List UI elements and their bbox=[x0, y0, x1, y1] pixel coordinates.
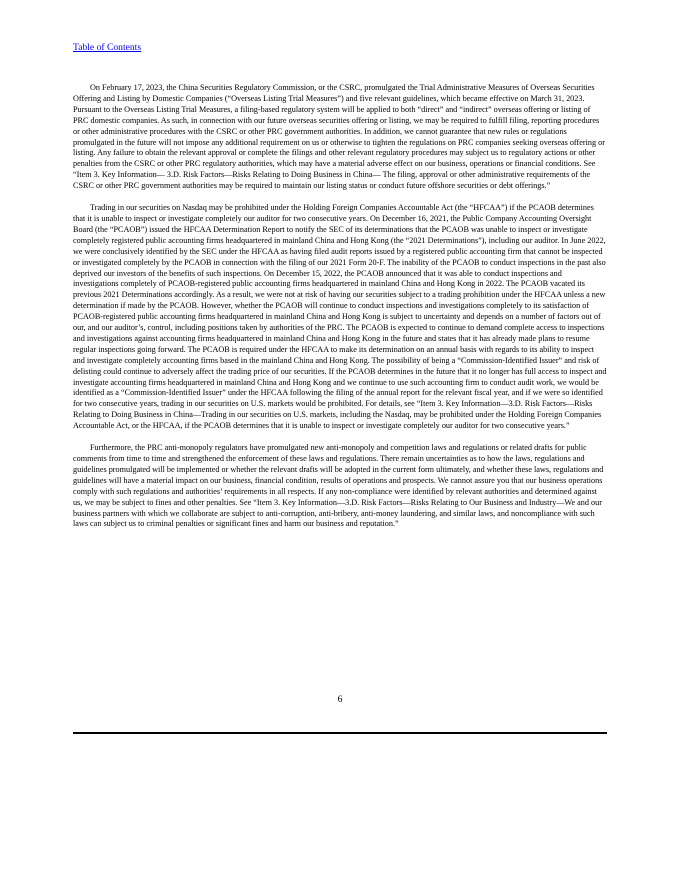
paragraph-anti-monopoly: Furthermore, the PRC anti-monopoly regulators have promulgated new anti-monopoly and competition laws and regulations or related drafts for public comments from time to time and strengthened the enforcement of these laws and regulations. There remain uncertainties as to how the laws, regulations and guidelines promulgated will be implemented or whether the relevant drafts will be adopted in the current form ultimately, and whether these laws, regulations and guidelines will have a material impact on our business, financial condition, results of operations and prospects. We cannot assure you that our business operations comply with such regulations and authorities’ requirements in all respects. If any non-compliance were identified by relevant authorities and determined against us, we may be subject to fines and other penalties. See “Item 3. Key Information—3.D. Risk Factors—Risks Relating to Our Business and Industry—We and our business partners with which we collaborate are subject to anti-corruption, anti-bribery, anti-money laundering, and similar laws, and noncompliance with such laws can subject us to criminal penalties or significant fines and harm our business and reputation.” bbox=[73, 443, 604, 529]
paragraph-csrc-overseas-listing: On February 17, 2023, the China Securities Regulatory Commission, or the CSRC, promulgated the Trial Administrative Measures of Overseas Securities Offering and Listing by Domestic Companies (“Overseas Listing Trial Measures”) and five relevant guidelines, which became effective on March 31, 2023. Pursuant to the Overseas Listing Trial Measures, a filing-based regulatory system will be applied to both “direct” and “indirect” overseas offering or listing of PRC domestic companies. As such, in connection with our future overseas securities offering or listing, we may be required to fulfill filing, reporting procedures or other administrative procedures with the CSRC or other PRC government authorities. In addition, we cannot guarantee that new rules or regulations promulgated in the future will not impose any additional requirement on us or otherwise to tighten the regulations on PRC companies seeking overseas offering or listing. Any failure to obtain the relevant approval or complete the filings and other relevant regulatory procedures may subject us to regulatory actions or other penalties from the CSRC or other PRC regulatory authorities, which may have a material adverse effect on our business, operations or financial conditions. See “Item 3. Key Information— 3.D. Risk Factors—Risks Relating to Doing Business in China— The filing, approval or other administrative requirements of the CSRC or other PRC government authorities may be required to maintain our listing status or conduct future offshore securities or debt offerings.” bbox=[73, 83, 605, 191]
page-number: 6 bbox=[337, 694, 343, 705]
table-of-contents-link[interactable]: Table of Contents bbox=[73, 42, 142, 53]
body-text bbox=[73, 83, 607, 541]
footer-divider bbox=[73, 732, 607, 734]
paragraph-hfcaa-trading: Trading in our securities on Nasdaq may be prohibited under the Holding Foreign Companies Accountable Act (the “HFCAA”) if the PCAOB determines that it is unable to inspect or investigate completely our auditor for two consecutive years. On December 16, 2021, the Public Company Accounting Oversight Board (the “PCAOB”) issued the HFCAA Determination Report to notify the SEC of its determinations that the PCAOB was unable to inspect or investigate completely registered public accounting firms headquartered in mainland China and Hong Kong (the “2021 Determinations”), including our auditor. In June 2022, we were conclusively identified by the SEC under the HFCAA as having filed audit reports issued by a registered public accounting firm that cannot be inspected or investigated completely by the PCAOB in connection with the filing of our 2021 Form 20-F. The inability of the PCAOB to conduct inspections in the past also deprived our investors of the benefits of such inspections. On December 15, 2022, the PCAOB announced that it was able to conduct inspections and investigations completely of PCAOB-registered public accounting firms headquartered in mainland China and Hong Kong in 2022. The PCAOB vacated its previous 2021 Determinations accordingly. As a result, we were not at risk of having our securities subject to a trading prohibition under the HFCAA unless a new determination if made by the PCAOB. However, whether the PCAOB will continue to conduct inspections and investigations completely to its satisfaction of PCAOB-registered public accounting firms headquartered in mainland China and Hong Kong is subject to uncertainty and depends on a number of factors out of our, and our auditor’s, control, including positions taken by authorities of the PRC. The PCAOB is expected to continue to demand complete access to inspections and investigations against accounting firms headquartered in mainland China and Hong Kong in the future and states that it has already made plans to resume regular inspections going forward. The PCAOB is required under the HFCAA to make its determination on an annual basis with regards to its ability to inspect and investigate completely accounting firms based in the mainland China and Hong Kong. The possibility of being a “Commission-Identified Issuer” and risk of delisting could continue to adversely affect the trading price of our securities. If the PCAOB determines in the future that it no longer has full access to inspect and investigate accounting firms headquartered in mainland China and Hong Kong and we continue to use such accounting firm to conduct audit work, we would be identified as a “Commission-Identified Issuer” under the HFCAA following the filing of the annual report for the relevant fiscal year, and if we were so identified for two consecutive years, trading in our securities on U.S. markets would be prohibited. For details, see “Item 3. Key Information—3.D. Risk Factors—Risks Relating to Doing Business in China—Trading in our securities on U.S. markets, including the Nasdaq, may be prohibited under the Holding Foreign Companies Accountable Act, or the HFCAA, if the PCAOB determines that it is unable to inspect or investigate completely our auditor for two consecutive years.” bbox=[73, 203, 607, 431]
